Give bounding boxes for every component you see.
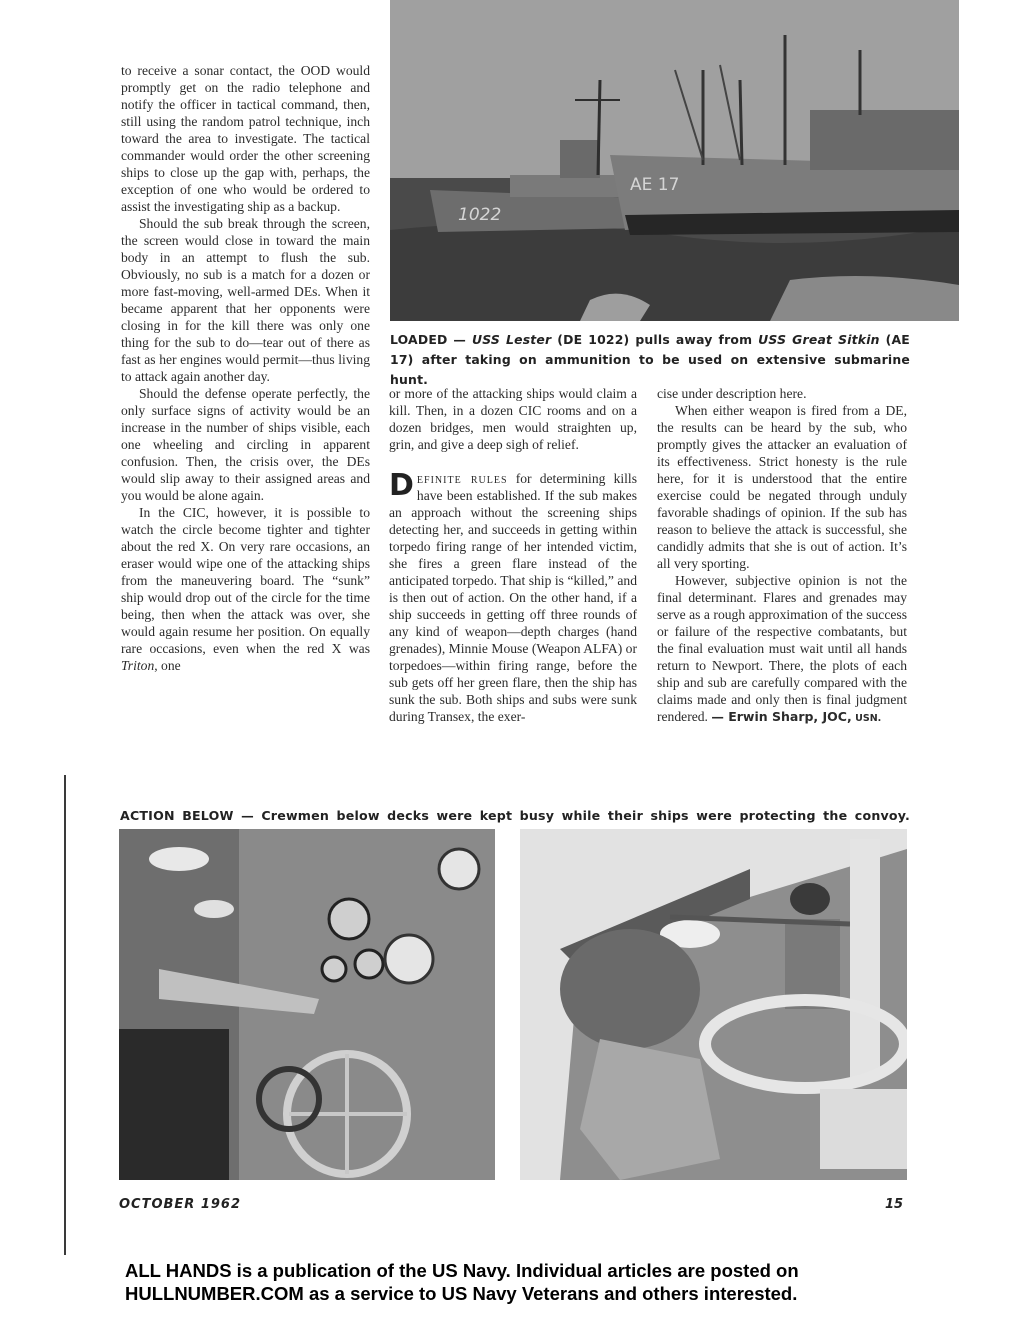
paragraph: In the CIC, however, it is possible to watch the circle become tighter and tighter about the red X. On very rare occasions, an eraser would wipe one of the attacking ships from the maneuvering board. The “sunk” ship would drop out of the circle for the time being, then when the attack was over, she would again resume her position. On equally rare occasions, even when the red X was Triton, one	[121, 505, 370, 673]
ships-illustration	[390, 0, 959, 321]
paragraph: or more of the attacking ships would claim a kill. Then, in a dozen CIC rooms and on a dozen bridges, men would straighten up, grin, and give a deep sigh of relief.	[389, 386, 637, 452]
byline: — Erwin Sharp, JOC,	[711, 709, 852, 724]
hull-number-destroyer: 1022	[458, 205, 502, 225]
publication-notice	[125, 1259, 925, 1305]
article-column-3	[657, 385, 907, 727]
hull-number-ammo-ship: AE 17	[630, 175, 680, 195]
byline-service: USN.	[855, 713, 882, 724]
photo-caption-loaded: LOADED — USS Lester (DE 1022) pulls away from USS Great Sitkin (AE 17) after taking on ammunition to be used on extensive submarine hunt.	[390, 332, 910, 387]
paragraph: Should the sub break through the screen, the screen would close in toward the main body in an attempt to flush the sub. Obviously, no sub is a match for a dozen or more fast-moving, well-armed DEs. When it became apparent that her opponents were closing in for the kill there was only one thing for the sub to do—tear out of there as fast as her engines would permit—thus living to attack again another day.	[121, 216, 370, 384]
notice-line-2: HULLNUMBER.COM as a service to US Navy Veterans and others interested.	[125, 1283, 798, 1304]
page-number: 15	[885, 1197, 904, 1212]
issue-date: OCTOBER 1962	[119, 1197, 242, 1212]
page-edge-rule	[64, 775, 66, 1255]
photo-crewmen-handwheel	[520, 829, 907, 1180]
article-column-1	[121, 62, 370, 674]
dropcap: D	[389, 468, 414, 503]
paragraph: to receive a sonar contact, the OOD would promptly get on the radio telephone and notify the officer in tactical command, then, still using the random patrol technique, inch toward the area to investigate. The tactical commander would order the other screening ships to close up the gap with, perhaps, the exception of one who would be ordered to assist the investigating ship as a backup.	[121, 63, 370, 214]
photo-ships-underway	[390, 0, 959, 321]
photo-crewmen-control-panel	[119, 829, 495, 1180]
notice-line-1: ALL HANDS is a publication of the US Navy. Individual articles are posted on	[125, 1260, 799, 1281]
paragraph-with-dropcap: Definite rules for determining kills have been established. If the sub makes an approach without the screening ships detecting her, and succeeds in getting within torpedo firing range of her intended victim, she fires a green flare instead of the anticipated torpedo. That ship is “killed,” and is then out of action. On the other hand, if a ship succeeds in getting off three rounds of any kind of weapon—depth charges (hand grenades), Minnie Mouse (Weapon ALFA) or torpedoes—within firing range, before the sub gets off her green flare, then the ship has sunk the sub. Both ships and subs were sunk during Transex, the exer-	[389, 468, 638, 724]
paragraph: However, subjective opinion is not the final determinant. Flares and grenades may serve as a rough approximation of the success or failure of the respective combatants, but the final evaluation must wait until all hands return to Newport. There, the plots of each ship and sub are carefully compared with the claims made and only then is final judgment rendered. — Erwin Sharp, JOC, USN.	[657, 573, 907, 724]
paragraph: cise under description here.	[657, 386, 807, 401]
paragraph: When either weapon is fired from a DE, the results can be heard by the sub, who promptly gives the attacker an evaluation of its effectiveness. Strict honesty is the rule here, for it is understood that the entire exercise could be negated through unduly favorable shadings of opinion. If the sub has reason to believe the attack is successful, she candidly admits that she is out of action. It’s all very sporting.	[657, 403, 907, 571]
article-column-2	[389, 385, 637, 725]
photo-caption-action-below: ACTION BELOW — Crewmen below decks were kept busy while their ships were protecting the convoy.	[120, 808, 910, 823]
paragraph: Should the defense operate perfectly, the only surface signs of activity would be an increase in the number of ships visible, each one wheeling and circling in apparent confusion. Then, the crisis over, the DEs would slip away to their assigned areas and you would be alone again.	[121, 386, 370, 503]
